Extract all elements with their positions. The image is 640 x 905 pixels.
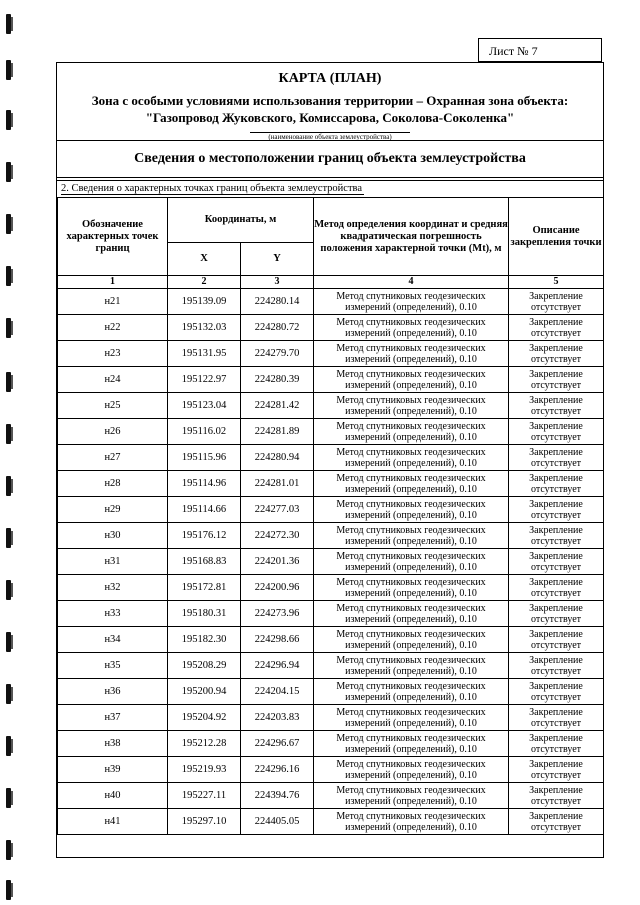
fixing-line-2: отсутствует (531, 769, 582, 781)
method-line-1: Метод спутниковых геодезических (336, 498, 486, 510)
table-row (58, 315, 604, 341)
column-number: 3 (241, 276, 314, 289)
method-cell (314, 393, 509, 419)
method-cell (314, 549, 509, 575)
fixing-line-2: отсутствует (531, 353, 582, 365)
column-number: 2 (168, 276, 241, 289)
method-line-1: Метод спутниковых геодезических (336, 758, 486, 770)
fixing-line-2: отсутствует (531, 457, 582, 469)
fixing-line-1: Закрепление (529, 290, 583, 302)
header-fixing: Описание закрепления точки (509, 198, 604, 276)
fixing-line-1: Закрепление (529, 654, 583, 666)
point-name: н39 (58, 757, 168, 783)
method-cell (314, 471, 509, 497)
fixing-cell (509, 679, 604, 705)
method-line-2: измерений (определений), 0.10 (345, 691, 477, 703)
coordinate-y: 224281.89 (241, 419, 314, 445)
point-name: н34 (58, 627, 168, 653)
fixing-cell (509, 289, 604, 315)
method-cell (314, 601, 509, 627)
method-cell (314, 367, 509, 393)
fixing-line-2: отсутствует (531, 405, 582, 417)
method-line-1: Метод спутниковых геодезических (336, 316, 486, 328)
method-line-2: измерений (определений), 0.10 (345, 327, 477, 339)
point-name: н23 (58, 341, 168, 367)
binding-hole (6, 266, 11, 286)
method-cell (314, 445, 509, 471)
coordinate-y: 224204.15 (241, 679, 314, 705)
section-title: Сведения о местоположении границ объекта землеустройства (134, 151, 526, 166)
coordinate-y: 224281.01 (241, 471, 314, 497)
binding-hole (6, 736, 11, 756)
method-cell (314, 783, 509, 809)
coordinate-y: 224273.96 (241, 601, 314, 627)
method-line-1: Метод спутниковых геодезических (336, 706, 486, 718)
point-name: н25 (58, 393, 168, 419)
coordinate-y: 224272.30 (241, 523, 314, 549)
coordinate-x: 195297.10 (168, 809, 241, 835)
method-cell (314, 497, 509, 523)
coordinate-x: 195208.29 (168, 653, 241, 679)
fixing-line-1: Закрепление (529, 758, 583, 770)
coordinate-y: 224296.94 (241, 653, 314, 679)
fixing-line-1: Закрепление (529, 472, 583, 484)
fixing-line-2: отсутствует (531, 613, 582, 625)
method-line-1: Метод спутниковых геодезических (336, 472, 486, 484)
coordinate-x: 195227.11 (168, 783, 241, 809)
coordinate-y: 224280.14 (241, 289, 314, 315)
document-header (57, 63, 603, 141)
method-line-1: Метод спутниковых геодезических (336, 290, 486, 302)
header-point: Обозначение характерных точек границ (58, 198, 168, 276)
method-line-1: Метод спутниковых геодезических (336, 576, 486, 588)
fixing-cell (509, 419, 604, 445)
coordinate-y: 224280.72 (241, 315, 314, 341)
coordinate-x: 195115.96 (168, 445, 241, 471)
method-line-2: измерений (определений), 0.10 (345, 665, 477, 677)
binding-hole (6, 110, 11, 130)
method-line-2: измерений (определений), 0.10 (345, 769, 477, 781)
method-line-2: измерений (определений), 0.10 (345, 613, 477, 625)
binding-hole (6, 788, 11, 808)
column-numbers-row (58, 276, 604, 289)
table-row (58, 549, 604, 575)
point-name: н31 (58, 549, 168, 575)
point-name: н28 (58, 471, 168, 497)
binding-hole (6, 632, 11, 652)
method-line-2: измерений (определений), 0.10 (345, 639, 477, 651)
binding-hole (6, 214, 11, 234)
table-row (58, 445, 604, 471)
fixing-line-2: отсутствует (531, 717, 582, 729)
fixing-line-2: отсутствует (531, 587, 582, 599)
method-line-1: Метод спутниковых геодезических (336, 680, 486, 692)
fixing-line-1: Закрепление (529, 394, 583, 406)
table-row (58, 679, 604, 705)
method-line-2: измерений (определений), 0.10 (345, 717, 477, 729)
fixing-line-2: отсутствует (531, 639, 582, 651)
fixing-line-2: отсутствует (531, 665, 582, 677)
table-row (58, 783, 604, 809)
point-name: н26 (58, 419, 168, 445)
binding-hole (6, 476, 11, 496)
fixing-cell (509, 809, 604, 835)
fixing-line-1: Закрепление (529, 628, 583, 640)
binding-hole (6, 162, 11, 182)
table-row (58, 809, 604, 835)
column-number: 4 (314, 276, 509, 289)
header-coordinates: Координаты, м (168, 198, 314, 243)
point-name: н37 (58, 705, 168, 731)
point-name: н33 (58, 601, 168, 627)
binding-hole (6, 880, 11, 900)
coordinate-y: 224298.66 (241, 627, 314, 653)
coordinate-y: 224281.42 (241, 393, 314, 419)
header-y: Y (241, 243, 314, 276)
fixing-line-2: отсутствует (531, 301, 582, 313)
fixing-cell (509, 367, 604, 393)
coordinate-x: 195212.28 (168, 731, 241, 757)
binding-hole (6, 528, 11, 548)
fixing-line-1: Закрепление (529, 524, 583, 536)
fixing-line-2: отсутствует (531, 431, 582, 443)
fixing-line-1: Закрепление (529, 342, 583, 354)
table-row (58, 705, 604, 731)
fixing-line-2: отсутствует (531, 379, 582, 391)
fixing-line-1: Закрепление (529, 576, 583, 588)
method-line-1: Метод спутниковых геодезических (336, 784, 486, 796)
binding-hole (6, 60, 11, 80)
point-name: н40 (58, 783, 168, 809)
fixing-line-2: отсутствует (531, 743, 582, 755)
fixing-line-1: Закрепление (529, 368, 583, 380)
coordinate-x: 195219.93 (168, 757, 241, 783)
coordinate-y: 224296.16 (241, 757, 314, 783)
table-row (58, 419, 604, 445)
method-cell (314, 523, 509, 549)
point-name: н21 (58, 289, 168, 315)
method-line-2: измерений (определений), 0.10 (345, 561, 477, 573)
coordinate-y: 224277.03 (241, 497, 314, 523)
object-name: "Газопровод Жуковского, Комиссарова, Соколова-Соколенка" (145, 110, 515, 125)
method-cell (314, 705, 509, 731)
method-line-1: Метод спутниковых геодезических (336, 524, 486, 536)
method-cell (314, 419, 509, 445)
fixing-line-1: Закрепление (529, 706, 583, 718)
table-row (58, 289, 604, 315)
point-name: н30 (58, 523, 168, 549)
coordinate-y: 224296.67 (241, 731, 314, 757)
coordinate-y: 224200.96 (241, 575, 314, 601)
fixing-cell (509, 523, 604, 549)
method-line-1: Метод спутниковых геодезических (336, 368, 486, 380)
point-name: н24 (58, 367, 168, 393)
fixing-cell (509, 445, 604, 471)
binding-hole (6, 372, 11, 392)
fixing-cell (509, 315, 604, 341)
fixing-cell (509, 653, 604, 679)
coordinate-x: 195114.96 (168, 471, 241, 497)
method-line-2: измерений (определений), 0.10 (345, 821, 477, 833)
fixing-line-2: отсутствует (531, 327, 582, 339)
coordinate-x: 195132.03 (168, 315, 241, 341)
point-name: н27 (58, 445, 168, 471)
point-name: н41 (58, 809, 168, 835)
zone-description: Зона с особыми условиями использования территории – Охранная зона объекта: (91, 93, 569, 108)
method-line-1: Метод спутниковых геодезических (336, 732, 486, 744)
method-line-2: измерений (определений), 0.10 (345, 431, 477, 443)
coordinate-x: 195168.83 (168, 549, 241, 575)
table-row (58, 367, 604, 393)
fixing-cell (509, 575, 604, 601)
fixing-line-2: отсутствует (531, 483, 582, 495)
method-line-2: измерений (определений), 0.10 (345, 405, 477, 417)
fixing-line-1: Закрепление (529, 602, 583, 614)
table-row (58, 601, 604, 627)
binding-hole (6, 424, 11, 444)
method-cell (314, 575, 509, 601)
coordinate-x: 195114.66 (168, 497, 241, 523)
coordinate-y: 224280.94 (241, 445, 314, 471)
fixing-line-1: Закрепление (529, 784, 583, 796)
method-line-1: Метод спутниковых геодезических (336, 394, 486, 406)
method-line-2: измерений (определений), 0.10 (345, 457, 477, 469)
fixing-cell (509, 471, 604, 497)
fixing-line-1: Закрепление (529, 446, 583, 458)
fixing-line-2: отсутствует (531, 561, 582, 573)
coordinate-x: 195122.97 (168, 367, 241, 393)
method-line-2: измерений (определений), 0.10 (345, 743, 477, 755)
coordinates-table (57, 197, 604, 835)
method-line-2: измерений (определений), 0.10 (345, 509, 477, 521)
method-cell (314, 627, 509, 653)
coordinate-y: 224394.76 (241, 783, 314, 809)
fixing-line-2: отсутствует (531, 821, 582, 833)
fixing-cell (509, 705, 604, 731)
method-line-2: измерений (определений), 0.10 (345, 535, 477, 547)
table-row (58, 627, 604, 653)
point-name: н35 (58, 653, 168, 679)
binding-hole (6, 14, 11, 34)
point-name: н29 (58, 497, 168, 523)
table-body (58, 289, 604, 835)
coordinate-x: 195204.92 (168, 705, 241, 731)
header-method: Метод определения координат и средняя квадратическая погрешность положения характерной точки (Mt), м (314, 198, 509, 276)
binding-hole (6, 318, 11, 338)
coordinate-x: 195180.31 (168, 601, 241, 627)
map-title: КАРТА (ПЛАН) (278, 71, 382, 86)
fixing-cell (509, 757, 604, 783)
table-row (58, 757, 604, 783)
coordinate-y: 224201.36 (241, 549, 314, 575)
table-row (58, 731, 604, 757)
method-line-2: измерений (определений), 0.10 (345, 795, 477, 807)
fixing-line-1: Закрепление (529, 316, 583, 328)
method-cell (314, 757, 509, 783)
method-line-1: Метод спутниковых геодезических (336, 446, 486, 458)
column-number: 5 (509, 276, 604, 289)
fixing-line-1: Закрепление (529, 420, 583, 432)
coordinate-x: 195139.09 (168, 289, 241, 315)
coordinate-x: 195131.95 (168, 341, 241, 367)
method-cell (314, 341, 509, 367)
coordinate-x: 195200.94 (168, 679, 241, 705)
method-cell (314, 315, 509, 341)
table-row (58, 575, 604, 601)
fixing-line-1: Закрепление (529, 550, 583, 562)
fixing-cell (509, 783, 604, 809)
coordinate-x: 195176.12 (168, 523, 241, 549)
coordinate-y: 224280.39 (241, 367, 314, 393)
fixing-line-2: отсутствует (531, 535, 582, 547)
method-line-2: измерений (определений), 0.10 (345, 483, 477, 495)
fixing-cell (509, 627, 604, 653)
method-line-2: измерений (определений), 0.10 (345, 301, 477, 313)
method-cell (314, 679, 509, 705)
method-line-1: Метод спутниковых геодезических (336, 810, 486, 822)
method-line-1: Метод спутниковых геодезических (336, 602, 486, 614)
object-name-caption: (наименование объекта землеустройства) (250, 132, 409, 141)
table-subheading: 2. Сведения о характерных точках границ объекта землеустройства (61, 183, 363, 194)
fixing-cell (509, 393, 604, 419)
table-row (58, 393, 604, 419)
point-name: н22 (58, 315, 168, 341)
coordinate-x: 195116.02 (168, 419, 241, 445)
method-line-1: Метод спутниковых геодезических (336, 342, 486, 354)
method-cell (314, 653, 509, 679)
fixing-cell (509, 601, 604, 627)
section-band (57, 141, 603, 181)
table-row (58, 653, 604, 679)
method-line-1: Метод спутниковых геодезических (336, 628, 486, 640)
point-name: н32 (58, 575, 168, 601)
coordinate-x: 195172.81 (168, 575, 241, 601)
coordinate-y: 224203.83 (241, 705, 314, 731)
binding-holes (4, 0, 16, 905)
sheet-number: Лист № 7 (478, 38, 602, 62)
coordinate-y: 224405.05 (241, 809, 314, 835)
method-cell (314, 809, 509, 835)
fixing-line-1: Закрепление (529, 810, 583, 822)
method-line-1: Метод спутниковых геодезических (336, 654, 486, 666)
table-row (58, 471, 604, 497)
binding-hole (6, 840, 11, 860)
column-number: 1 (58, 276, 168, 289)
fixing-cell (509, 731, 604, 757)
table-row (58, 341, 604, 367)
method-cell (314, 731, 509, 757)
point-name: н38 (58, 731, 168, 757)
method-line-2: измерений (определений), 0.10 (345, 353, 477, 365)
document-frame (56, 62, 604, 858)
table-row (58, 523, 604, 549)
divider (57, 177, 603, 178)
coordinate-y: 224279.70 (241, 341, 314, 367)
coordinate-x: 195123.04 (168, 393, 241, 419)
binding-hole (6, 580, 11, 600)
table-row (58, 497, 604, 523)
method-line-1: Метод спутниковых геодезических (336, 420, 486, 432)
fixing-line-1: Закрепление (529, 498, 583, 510)
binding-hole (6, 684, 11, 704)
method-line-1: Метод спутниковых геодезических (336, 550, 486, 562)
method-cell (314, 289, 509, 315)
coordinate-x: 195182.30 (168, 627, 241, 653)
fixing-cell (509, 497, 604, 523)
fixing-line-1: Закрепление (529, 732, 583, 744)
fixing-line-2: отсутствует (531, 795, 582, 807)
fixing-cell (509, 341, 604, 367)
method-line-2: измерений (определений), 0.10 (345, 379, 477, 391)
fixing-line-2: отсутствует (531, 509, 582, 521)
method-line-2: измерений (определений), 0.10 (345, 587, 477, 599)
point-name: н36 (58, 679, 168, 705)
header-x: X (168, 243, 241, 276)
fixing-cell (509, 549, 604, 575)
fixing-line-1: Закрепление (529, 680, 583, 692)
fixing-line-2: отсутствует (531, 691, 582, 703)
